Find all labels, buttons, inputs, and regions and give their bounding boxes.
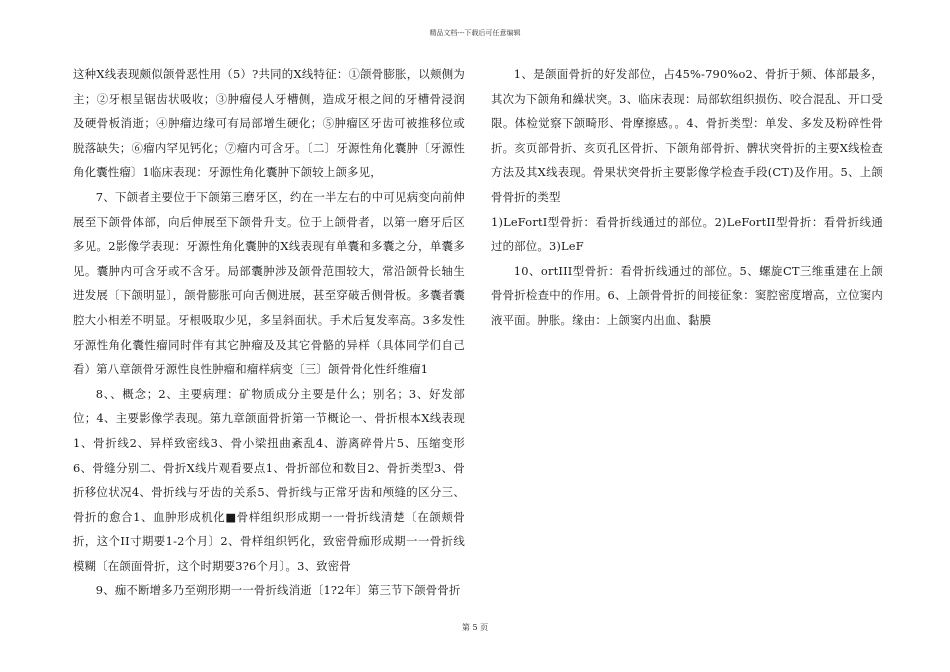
paragraph: 1、是颌面骨折的好发部位，占45%-790%o2、骨折于频、体部最多，其次为下颌角和繰状突。3、临床表现：局部软组织损伤、咬合混乱、开口受限。体检觉察下颌畸形、骨摩擦感。。4、骨折类型：单发、多发及粉碎性骨折。亥页部骨折、亥页孔区骨折、下颌角部骨折、髀状突骨折的主要X线检查方法及其X线表现。骨果状突骨折主要影像学检查手段(CT)及作用。5、上颌骨骨折的类型 (491, 67, 883, 204)
page-number: 第 5 页 (461, 623, 489, 632)
paragraph: 7、下颌者主要位于下颌第三磨牙区，约在一半左右的中可见病变向前伸展至下颌骨体部，向后伸展至下颌骨升支。位于上颌骨者，以第一磨牙后区多见。2影像学表现：牙源性角化囊肿的X线表现有单囊和多囊之分，单囊多见。囊肿内可含牙或不含牙。局部囊肿涉及颌骨范围较大，常沿颌骨长轴生进发展〔下颌明显〕，颌骨膨胀可向舌侧进展，甚至穿破舌侧骨板。多囊者囊腔大小相差不明显。牙根吸取少见，多呈斜面状。手术后复发率高。3多发性牙源性角化囊性瘤同时伴有其它肿瘤及及其它骨骼的异样（具体同学们自己看）第八章颌骨牙源性良性肿瘤和瘤样病变〔三〕颌骨骨化性纤维瘤1 (73, 189, 465, 377)
paragraph: 8、、概念；2、主要病理：矿物质成分主要是什么；别名；3、好发部位；4、主要影像学表现。第九章颌面骨折第一节概论一、骨折根本X线表现1、骨折线2、异样致密线3、骨小梁扭曲紊乱4、游离碎骨片5、压缩变形6、骨缝分别二、骨折X线片观看要点1、骨折部位和数目2、骨折类型3、骨折移位状况4、骨折线与牙齿的关系5、骨折线与正常牙齿和颅缝的区分三、骨折的愈合1、血肿形成机化■骨样组织形成期一一骨折线清楚〔在颌颊骨折，这个II寸期要1-2个月〕2、骨样组织钙化，致密骨痂形成期一一骨折线模糊〔在颌面骨折，这个时期要3?6个月〕。3、致密骨 (73, 386, 465, 573)
paragraph: 1)LeFortI型骨折：看骨折线通过的部位。2)LeFortII型骨折：看骨折线通过的部位。3)LeF (491, 214, 883, 254)
left-text-column (73, 62, 465, 603)
paragraph: 10、ortIII型骨折：看骨折线通过的部位。5、螺旋CT三维重建在上颌骨骨折检查中的作用。6、上颌骨骨折的间接征象：窦腔密度增高，立位窦内液平面。肿胀。缘由：上颌窦内出血、黏膜 (491, 263, 883, 327)
paragraph: 这种X线表现颇似颌骨恶性用（5）?共同的X线特征：①颌骨膨胀，以颊侧为主；②牙根呈锯齿状吸收；③肿瘤侵人牙槽侧，造成牙根之间的牙槽骨浸润及硬骨板消逝；④肿瘤边缘可有局部增生硬化；⑤肿瘤区牙齿可被推移位或脱落缺失；⑥瘤内罕见钙化；⑦瘤内可含牙。〔二〕牙源性角化囊肿〔牙源性角化囊性瘤〕1临床表现：牙源性角化囊肿下颌较上颌多见， (73, 67, 465, 180)
paragraph: 9、痂不断增多乃至朔形期一一骨折线消逝〔1?2年〕第三节下颌骨骨折 (95, 583, 461, 598)
page-header: 精品文档---下载后可任意编辑 (429, 29, 521, 37)
right-text-column (491, 62, 883, 333)
